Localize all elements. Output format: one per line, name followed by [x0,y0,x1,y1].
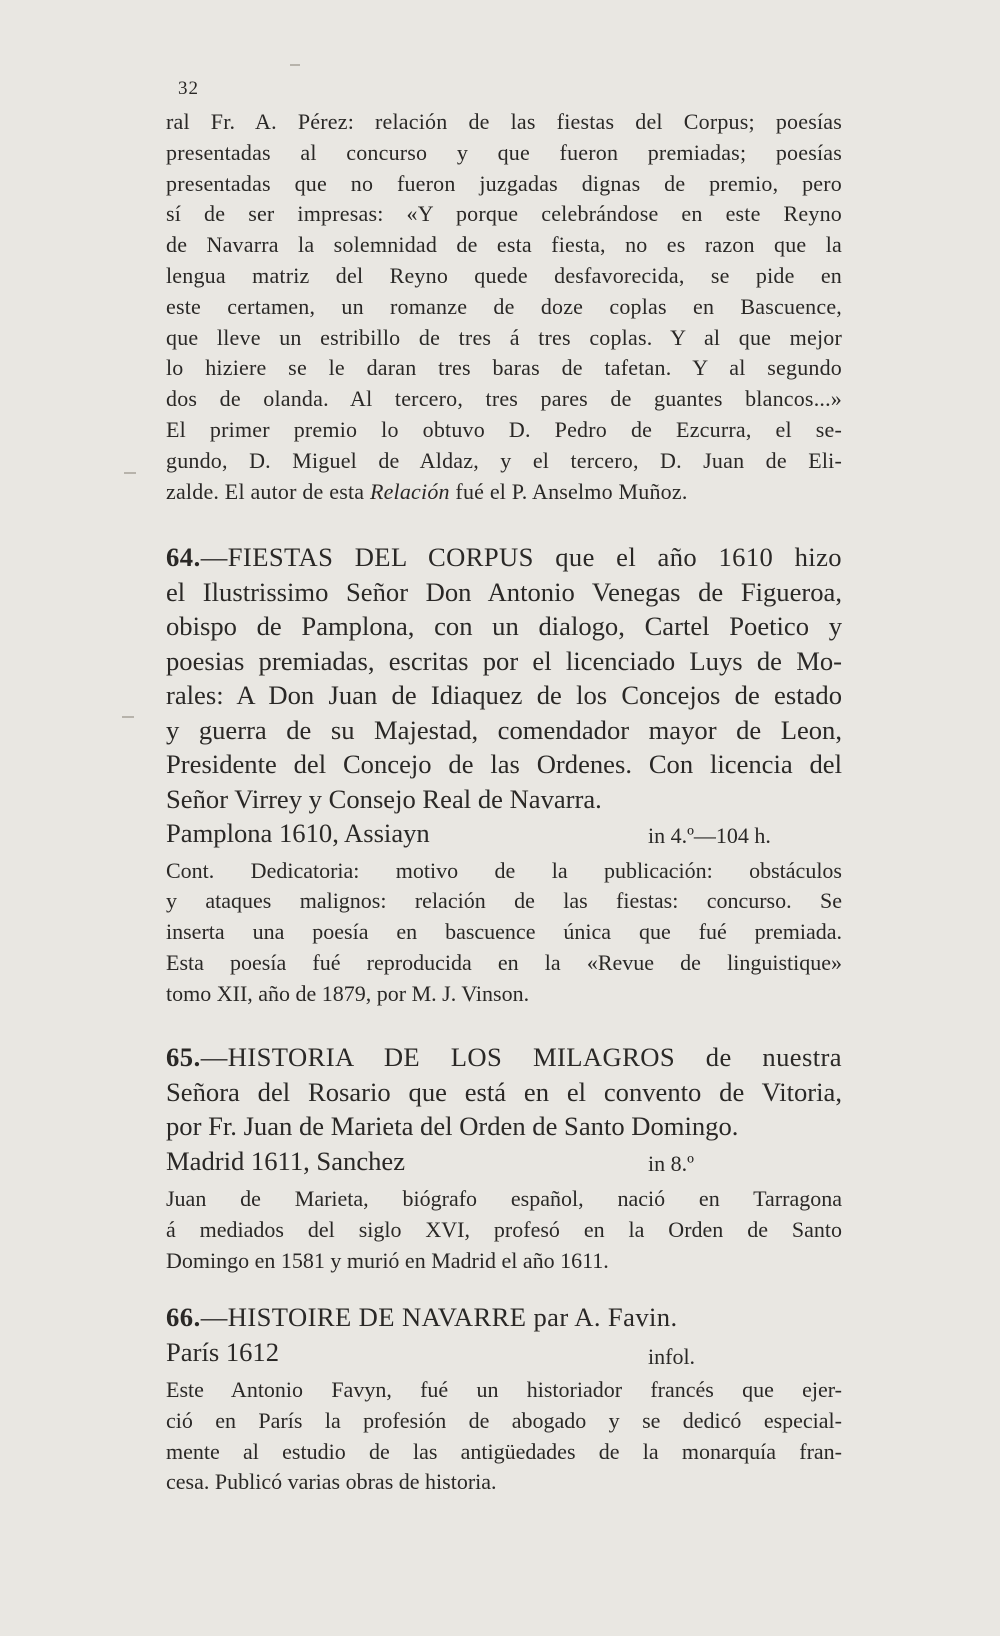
entry-64-place: Pamplona 1610, Assiayn [166,818,430,848]
entry-title-line: y guerra de su Majestad, comendador mayor de Leon, [166,714,842,745]
entry-65-place: Madrid 1611, Sanchez [166,1145,406,1176]
entry-title-text: —HISTORIA DE LOS MILAGROS de nuestra [200,1042,842,1072]
entry-title-text: —HISTOIRE DE NAVARRE par A. Favin. [200,1302,678,1332]
note-line: cesa. Publicó varias obras de historia. [166,1469,497,1495]
paragraph-line: lo hiziere se le daran tres baras de tafetan. Y al segundo [166,355,842,381]
paragraph-line: este certamen, un romanze de doze coplas en Bascuence, [166,293,842,319]
entry-title-line: el Ilustrissimo Señor Don Antonio Venegas de Figueroa, [166,576,842,607]
entry-66-title [166,1300,842,1335]
entry-65-imprint [166,1144,842,1179]
entry-title-line [166,1040,842,1075]
last-line-after: fué el P. Anselmo Muñoz. [449,478,688,504]
entry-64-note [166,856,842,1010]
entry-number: 66. [166,1302,201,1332]
note-line: ció en París la profesión de abogado y se dedicó especial- [166,1407,842,1433]
entry-64-title [166,540,842,816]
paragraph-line: El primer premio lo obtuvo D. Pedro de Ezcurra, el se- [166,416,842,442]
note-line: Este Antonio Favyn, fué un historiador francés que ejer- [166,1377,842,1402]
note-line: Esta poesía fué reproducida en la «Revue de linguistique» [166,949,842,975]
entry-title-line [166,540,842,575]
entry-title-text: —FIESTAS DEL CORPUS que el año 1610 hizo [200,542,842,572]
margin-speck [122,716,134,718]
paragraph-line: ral Fr. A. Pérez: relación de las fiestas del Corpus; poesías [166,109,842,134]
entry-number: 64. [166,542,201,572]
entry-64-format: in 4.º—104 h. [648,823,771,848]
entry-64-imprint [166,816,842,851]
entry-66-place: París 1612 [166,1336,280,1367]
entry-65-title [166,1040,842,1144]
relacion-italic: Relación [369,478,450,504]
entry-66-imprint [166,1335,842,1370]
entry-title-line: poesias premiadas, escritas por el licenciado Luys de Mo- [166,645,842,676]
top-paragraph [166,107,842,507]
paragraph-line: dos de olanda. Al tercero, tres pares de guantes blancos...» [166,386,842,412]
entry-65-note [166,1184,842,1276]
margin-speck [124,472,136,474]
paragraph-line: presentadas al concurso y que fueron premiadas; poesías [166,139,842,165]
entry-title-line [166,1300,842,1335]
paragraph-line: gundo, D. Miguel de Aldaz, y el tercero, D. Juan de Eli- [166,447,842,473]
note-line: Juan de Marieta, biógrafo español, nació en Tarragona [166,1186,842,1211]
entry-title-line: rales: A Don Juan de Idiaquez de los Concejos de estado [166,680,842,710]
paragraph-line: presentadas que no fueron juzgadas dignas de premio, pero [166,170,842,196]
margin-speck [290,64,300,66]
note-line: Cont. Dedicatoria: motivo de la publicación: obstáculos [166,857,842,883]
note-line: mente al estudio de las antigüedades de la monarquía fran- [166,1438,842,1464]
entry-66-note [166,1375,842,1498]
entry-66 [166,1300,842,1498]
entry-number: 65. [166,1042,201,1072]
note-line: Domingo en 1581 y murió en Madrid el año 1611. [166,1247,609,1273]
note-line: inserta una poesía en bascuence única que fué premiada. [166,919,842,945]
note-line: y ataques malignos: relación de las fiestas: concurso. Se [166,888,842,914]
entry-65-format: in 8.º [648,1150,694,1176]
paragraph-line: lengua matriz del Reyno quede desfavorecida, se pide en [166,262,842,288]
entry-title-line: por Fr. Juan de Marieta del Orden de Santo Domingo. [166,1111,739,1141]
last-line-before: zalde. El autor de esta [166,478,370,504]
entry-title-line: Presidente del Concejo de las Ordenes. Con licencia del [166,749,842,779]
page-number: 32 [178,78,199,99]
note-line: tomo XII, año de 1879, por M. J. Vinson. [166,980,530,1006]
paragraph-line: de Navarra la solemnidad de esta fiesta, no es razon que la [166,232,842,258]
paragraph-line: sí de ser impresas: «Y porque celebrándose en este Reyno [166,201,842,227]
entry-65 [166,1040,842,1276]
top-paragraph-last-line [166,477,842,508]
entry-66-format: infol. [648,1343,696,1369]
entry-title-line: Señor Virrey y Consejo Real de Navarra. [166,783,602,814]
top-paragraph-lines [166,107,842,477]
note-line: á mediados del siglo XVI, profesó en la Orden de Santo [166,1216,842,1242]
entry-title-line: Señora del Rosario que está en el convento de Vitoria, [166,1076,842,1107]
paragraph-line: que lleve un estribillo de tres á tres coplas. Y al que mejor [166,324,842,350]
entry-title-line: obispo de Pamplona, con un dialogo, Cartel Poetico y [166,611,842,641]
entry-64 [166,540,842,1009]
